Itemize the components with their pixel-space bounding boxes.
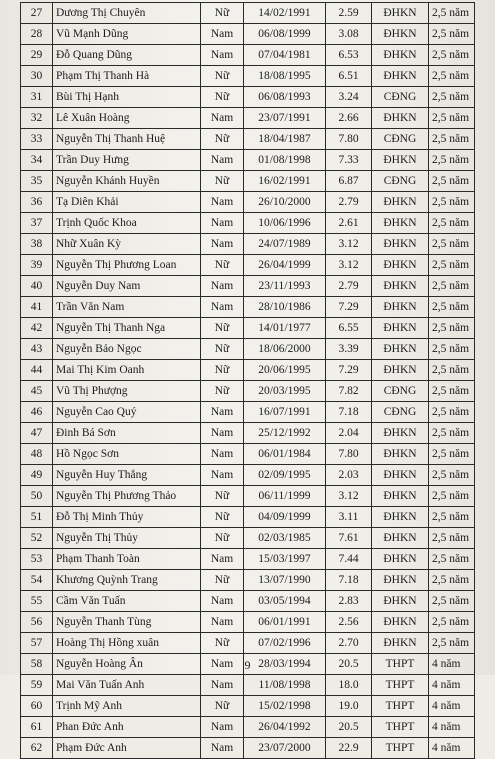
student-name: Khương Quỳnh Trang	[53, 570, 201, 591]
student-name: Nguyễn Cao Quý	[53, 402, 201, 423]
education-level-cell: CĐNG	[372, 381, 429, 402]
row-number: 62	[21, 738, 53, 759]
row-number: 37	[21, 213, 53, 234]
student-table	[20, 2, 475, 759]
score-cell: 2.59	[326, 3, 372, 24]
education-level-cell: ĐHKN	[372, 150, 429, 171]
gender-cell: Nữ	[201, 255, 244, 276]
education-level-cell: ĐHKN	[372, 444, 429, 465]
student-name: Dương Thị Chuyên	[53, 3, 201, 24]
row-number: 35	[21, 171, 53, 192]
row-number: 47	[21, 423, 53, 444]
birth-date-cell: 06/01/1991	[244, 612, 326, 633]
birth-date-cell: 23/07/2000	[244, 738, 326, 759]
table-row	[21, 66, 475, 87]
score-cell: 3.39	[326, 339, 372, 360]
row-number: 36	[21, 192, 53, 213]
row-number: 44	[21, 360, 53, 381]
gender-cell: Nam	[201, 402, 244, 423]
row-number: 57	[21, 633, 53, 654]
birth-date-cell: 06/01/1984	[244, 444, 326, 465]
score-cell: 22.9	[326, 738, 372, 759]
student-name: Nguyễn Hoàng Ân	[53, 654, 201, 675]
table-row	[21, 339, 475, 360]
birth-date-cell: 02/09/1995	[244, 465, 326, 486]
table-row	[21, 297, 475, 318]
score-cell: 2.04	[326, 423, 372, 444]
table-body	[21, 3, 475, 759]
duration-cell: 2,5 năm	[429, 24, 475, 45]
duration-cell: 2,5 năm	[429, 339, 475, 360]
education-level-cell: ĐHKN	[372, 318, 429, 339]
duration-cell: 2,5 năm	[429, 486, 475, 507]
row-number: 28	[21, 24, 53, 45]
duration-cell: 2,5 năm	[429, 402, 475, 423]
birth-date-cell: 28/03/1994	[244, 654, 326, 675]
birth-date-cell: 07/02/1996	[244, 633, 326, 654]
student-name: Nguyễn Huy Thắng	[53, 465, 201, 486]
birth-date-cell: 20/06/1995	[244, 360, 326, 381]
student-name: Nguyễn Thị Thanh Huệ	[53, 129, 201, 150]
table-row	[21, 171, 475, 192]
birth-date-cell: 01/08/1998	[244, 150, 326, 171]
education-level-cell: ĐHKN	[372, 24, 429, 45]
gender-cell: Nam	[201, 297, 244, 318]
score-cell: 7.80	[326, 129, 372, 150]
gender-cell: Nữ	[201, 570, 244, 591]
row-number: 46	[21, 402, 53, 423]
education-level-cell: ĐHKN	[372, 339, 429, 360]
education-level-cell: THPT	[372, 717, 429, 738]
duration-cell: 2,5 năm	[429, 87, 475, 108]
duration-cell: 2,5 năm	[429, 549, 475, 570]
gender-cell: Nữ	[201, 486, 244, 507]
education-level-cell: THPT	[372, 696, 429, 717]
row-number: 58	[21, 654, 53, 675]
education-level-cell: ĐHKN	[372, 3, 429, 24]
duration-cell: 2,5 năm	[429, 276, 475, 297]
score-cell: 2.66	[326, 108, 372, 129]
birth-date-cell: 20/03/1995	[244, 381, 326, 402]
row-number: 43	[21, 339, 53, 360]
score-cell: 3.12	[326, 486, 372, 507]
gender-cell: Nam	[201, 276, 244, 297]
education-level-cell: THPT	[372, 675, 429, 696]
student-name: Phạm Thanh Toàn	[53, 549, 201, 570]
duration-cell: 2,5 năm	[429, 255, 475, 276]
duration-cell: 2,5 năm	[429, 381, 475, 402]
score-cell: 6.53	[326, 45, 372, 66]
table-row	[21, 423, 475, 444]
student-name: Đinh Bá Sơn	[53, 423, 201, 444]
gender-cell: Nam	[201, 423, 244, 444]
birth-date-cell: 03/05/1994	[244, 591, 326, 612]
table-row	[21, 738, 475, 759]
table-row	[21, 45, 475, 66]
duration-cell: 2,5 năm	[429, 528, 475, 549]
gender-cell: Nam	[201, 549, 244, 570]
education-level-cell: ĐHKN	[372, 66, 429, 87]
duration-cell: 2,5 năm	[429, 213, 475, 234]
table-row	[21, 528, 475, 549]
student-name: Vũ Thị Phượng	[53, 381, 201, 402]
duration-cell: 2,5 năm	[429, 150, 475, 171]
duration-cell: 2,5 năm	[429, 465, 475, 486]
education-level-cell: ĐHKN	[372, 570, 429, 591]
student-name: Hoàng Thị Hồng xuân	[53, 633, 201, 654]
education-level-cell: CĐNG	[372, 171, 429, 192]
table-row	[21, 633, 475, 654]
birth-date-cell: 06/08/1999	[244, 24, 326, 45]
row-number: 45	[21, 381, 53, 402]
student-name: Nguyễn Bảo Ngọc	[53, 339, 201, 360]
birth-date-cell: 11/08/1998	[244, 675, 326, 696]
score-cell: 7.44	[326, 549, 372, 570]
gender-cell: Nam	[201, 192, 244, 213]
education-level-cell: ĐHKN	[372, 192, 429, 213]
student-name: Bùi Thị Hạnh	[53, 87, 201, 108]
score-cell: 3.08	[326, 24, 372, 45]
row-number: 55	[21, 591, 53, 612]
table-row	[21, 87, 475, 108]
education-level-cell: ĐHKN	[372, 486, 429, 507]
student-name: Trịnh Quốc Khoa	[53, 213, 201, 234]
score-cell: 20.5	[326, 654, 372, 675]
table-row	[21, 717, 475, 738]
education-level-cell: ĐHKN	[372, 423, 429, 444]
birth-date-cell: 14/02/1991	[244, 3, 326, 24]
row-number: 59	[21, 675, 53, 696]
gender-cell: Nữ	[201, 360, 244, 381]
education-level-cell: CĐNG	[372, 402, 429, 423]
duration-cell: 2,5 năm	[429, 591, 475, 612]
score-cell: 18.0	[326, 675, 372, 696]
score-cell: 3.12	[326, 255, 372, 276]
gender-cell: Nam	[201, 654, 244, 675]
gender-cell: Nam	[201, 612, 244, 633]
duration-cell: 2,5 năm	[429, 234, 475, 255]
student-name: Nguyễn Thị Phương Loan	[53, 255, 201, 276]
gender-cell: Nam	[201, 234, 244, 255]
table-row	[21, 444, 475, 465]
duration-cell: 2,5 năm	[429, 570, 475, 591]
duration-cell: 2,5 năm	[429, 192, 475, 213]
education-level-cell: ĐHKN	[372, 528, 429, 549]
birth-date-cell: 18/08/1995	[244, 66, 326, 87]
student-name: Đỗ Quang Dũng	[53, 45, 201, 66]
education-level-cell: ĐHKN	[372, 612, 429, 633]
birth-date-cell: 18/04/1987	[244, 129, 326, 150]
duration-cell: 4 năm	[429, 738, 475, 759]
education-level-cell: ĐHKN	[372, 276, 429, 297]
student-name: Nguyễn Duy Nam	[53, 276, 201, 297]
student-name: Phan Đức Anh	[53, 717, 201, 738]
score-cell: 7.80	[326, 444, 372, 465]
birth-date-cell: 16/02/1991	[244, 171, 326, 192]
birth-date-cell: 18/06/2000	[244, 339, 326, 360]
score-cell: 7.82	[326, 381, 372, 402]
student-name: Tạ Diên Khải	[53, 192, 201, 213]
row-number: 50	[21, 486, 53, 507]
gender-cell: Nữ	[201, 339, 244, 360]
score-cell: 2.79	[326, 276, 372, 297]
duration-cell: 2,5 năm	[429, 45, 475, 66]
student-name: Mai Thị Kim Oanh	[53, 360, 201, 381]
birth-date-cell: 07/04/1981	[244, 45, 326, 66]
gender-cell: Nữ	[201, 66, 244, 87]
score-cell: 19.0	[326, 696, 372, 717]
gender-cell: Nữ	[201, 528, 244, 549]
gender-cell: Nữ	[201, 3, 244, 24]
birth-date-cell: 26/10/2000	[244, 192, 326, 213]
row-number: 31	[21, 87, 53, 108]
student-name: Phạm Thị Thanh Hà	[53, 66, 201, 87]
birth-date-cell: 06/08/1993	[244, 87, 326, 108]
row-number: 33	[21, 129, 53, 150]
duration-cell: 2,5 năm	[429, 297, 475, 318]
row-number: 51	[21, 507, 53, 528]
student-name: Cầm Văn Tuấn	[53, 591, 201, 612]
gender-cell: Nam	[201, 465, 244, 486]
score-cell: 2.61	[326, 213, 372, 234]
table-row	[21, 192, 475, 213]
row-number: 49	[21, 465, 53, 486]
table-row	[21, 3, 475, 24]
duration-cell: 2,5 năm	[429, 3, 475, 24]
score-cell: 6.55	[326, 318, 372, 339]
score-cell: 2.56	[326, 612, 372, 633]
row-number: 27	[21, 3, 53, 24]
birth-date-cell: 15/02/1998	[244, 696, 326, 717]
student-name: Phạm Đức Anh	[53, 738, 201, 759]
education-level-cell: CĐNG	[372, 87, 429, 108]
birth-date-cell: 23/07/1991	[244, 108, 326, 129]
table-row	[21, 612, 475, 633]
table-row	[21, 255, 475, 276]
row-number: 34	[21, 150, 53, 171]
gender-cell: Nam	[201, 591, 244, 612]
gender-cell: Nam	[201, 213, 244, 234]
education-level-cell: ĐHKN	[372, 465, 429, 486]
table-row	[21, 402, 475, 423]
education-level-cell: THPT	[372, 738, 429, 759]
row-number: 40	[21, 276, 53, 297]
gender-cell: Nam	[201, 45, 244, 66]
duration-cell: 2,5 năm	[429, 360, 475, 381]
birth-date-cell: 25/12/1992	[244, 423, 326, 444]
duration-cell: 2,5 năm	[429, 423, 475, 444]
score-cell: 2.70	[326, 633, 372, 654]
table-row	[21, 24, 475, 45]
birth-date-cell: 13/07/1990	[244, 570, 326, 591]
table-row	[21, 465, 475, 486]
birth-date-cell: 26/04/1999	[244, 255, 326, 276]
birth-date-cell: 28/10/1986	[244, 297, 326, 318]
duration-cell: 2,5 năm	[429, 507, 475, 528]
student-name: Vũ Mạnh Dũng	[53, 24, 201, 45]
student-name: Đỗ Thị Minh Thủy	[53, 507, 201, 528]
education-level-cell: ĐHKN	[372, 507, 429, 528]
row-number: 53	[21, 549, 53, 570]
student-name: Mai Văn Tuấn Anh	[53, 675, 201, 696]
student-name: Trần Duy Hưng	[53, 150, 201, 171]
score-cell: 3.24	[326, 87, 372, 108]
gender-cell: Nữ	[201, 129, 244, 150]
row-number: 39	[21, 255, 53, 276]
table-row	[21, 570, 475, 591]
score-cell: 2.03	[326, 465, 372, 486]
row-number: 54	[21, 570, 53, 591]
birth-date-cell: 23/11/1993	[244, 276, 326, 297]
gender-cell: Nam	[201, 675, 244, 696]
table-row	[21, 507, 475, 528]
student-name: Trịnh Mỹ Anh	[53, 696, 201, 717]
table-row	[21, 234, 475, 255]
table-row	[21, 486, 475, 507]
row-number: 41	[21, 297, 53, 318]
education-level-cell: ĐHKN	[372, 45, 429, 66]
page-number: 9	[244, 658, 251, 672]
row-number: 38	[21, 234, 53, 255]
education-level-cell: THPT	[372, 654, 429, 675]
birth-date-cell: 10/06/1996	[244, 213, 326, 234]
table-row	[21, 549, 475, 570]
row-number: 32	[21, 108, 53, 129]
education-level-cell: ĐHKN	[372, 591, 429, 612]
education-level-cell: ĐHKN	[372, 234, 429, 255]
birth-date-cell: 06/11/1999	[244, 486, 326, 507]
education-level-cell: ĐHKN	[372, 549, 429, 570]
student-name: Nguyễn Thanh Tùng	[53, 612, 201, 633]
gender-cell: Nam	[201, 108, 244, 129]
student-name: Lê Xuân Hoàng	[53, 108, 201, 129]
duration-cell: 2,5 năm	[429, 612, 475, 633]
score-cell: 2.79	[326, 192, 372, 213]
birth-date-cell: 14/01/1977	[244, 318, 326, 339]
duration-cell: 4 năm	[429, 675, 475, 696]
duration-cell: 4 năm	[429, 654, 475, 675]
table-row	[21, 318, 475, 339]
student-name: Nguyễn Thị Thanh Nga	[53, 318, 201, 339]
row-number: 56	[21, 612, 53, 633]
student-name: Nhữ Xuân Kỳ	[53, 234, 201, 255]
table-row	[21, 108, 475, 129]
duration-cell: 2,5 năm	[429, 444, 475, 465]
gender-cell: Nữ	[201, 696, 244, 717]
education-level-cell: ĐHKN	[372, 108, 429, 129]
score-cell: 7.18	[326, 402, 372, 423]
table-row	[21, 360, 475, 381]
row-number: 60	[21, 696, 53, 717]
duration-cell: 4 năm	[429, 717, 475, 738]
table-row	[21, 675, 475, 696]
table-row	[21, 381, 475, 402]
row-number: 42	[21, 318, 53, 339]
student-name: Trần Văn Nam	[53, 297, 201, 318]
gender-cell: Nữ	[201, 318, 244, 339]
education-level-cell: ĐHKN	[372, 633, 429, 654]
table-row	[21, 276, 475, 297]
gender-cell: Nam	[201, 444, 244, 465]
duration-cell: 2,5 năm	[429, 318, 475, 339]
score-cell: 3.12	[326, 234, 372, 255]
score-cell: 20.5	[326, 717, 372, 738]
education-level-cell: ĐHKN	[372, 360, 429, 381]
row-number: 29	[21, 45, 53, 66]
birth-date-cell: 16/07/1991	[244, 402, 326, 423]
duration-cell: 4 năm	[429, 696, 475, 717]
gender-cell: Nam	[201, 738, 244, 759]
score-cell: 7.29	[326, 297, 372, 318]
table-row	[21, 150, 475, 171]
student-name: Nguyễn Khánh Huyền	[53, 171, 201, 192]
gender-cell: Nam	[201, 150, 244, 171]
score-cell: 7.18	[326, 570, 372, 591]
score-cell: 7.29	[326, 360, 372, 381]
duration-cell: 2,5 năm	[429, 171, 475, 192]
score-cell: 7.61	[326, 528, 372, 549]
birth-date-cell: 26/04/1992	[244, 717, 326, 738]
duration-cell: 2,5 năm	[429, 129, 475, 150]
gender-cell: Nữ	[201, 381, 244, 402]
gender-cell: Nữ	[201, 507, 244, 528]
education-level-cell: ĐHKN	[372, 297, 429, 318]
gender-cell: Nữ	[201, 171, 244, 192]
education-level-cell: ĐHKN	[372, 255, 429, 276]
gender-cell: Nữ	[201, 633, 244, 654]
row-number: 48	[21, 444, 53, 465]
student-name: Nguyễn Thị Phương Thảo	[53, 486, 201, 507]
gender-cell: Nam	[201, 24, 244, 45]
birth-date-cell: 02/03/1985	[244, 528, 326, 549]
student-name: Hồ Ngọc Sơn	[53, 444, 201, 465]
score-cell: 6.51	[326, 66, 372, 87]
gender-cell: Nam	[201, 717, 244, 738]
education-level-cell: CĐNG	[372, 129, 429, 150]
duration-cell: 2,5 năm	[429, 633, 475, 654]
score-cell: 3.11	[326, 507, 372, 528]
row-number: 30	[21, 66, 53, 87]
score-cell: 2.83	[326, 591, 372, 612]
birth-date-cell: 24/07/1989	[244, 234, 326, 255]
table-row	[21, 213, 475, 234]
table-row	[21, 591, 475, 612]
row-number: 52	[21, 528, 53, 549]
gender-cell: Nữ	[201, 87, 244, 108]
score-cell: 7.33	[326, 150, 372, 171]
duration-cell: 2,5 năm	[429, 108, 475, 129]
table-row	[21, 696, 475, 717]
score-cell: 6.87	[326, 171, 372, 192]
student-name: Nguyễn Thị Thủy	[53, 528, 201, 549]
duration-cell: 2,5 năm	[429, 66, 475, 87]
birth-date-cell: 15/03/1997	[244, 549, 326, 570]
education-level-cell: ĐHKN	[372, 213, 429, 234]
row-number: 61	[21, 717, 53, 738]
table-row	[21, 129, 475, 150]
birth-date-cell: 04/09/1999	[244, 507, 326, 528]
